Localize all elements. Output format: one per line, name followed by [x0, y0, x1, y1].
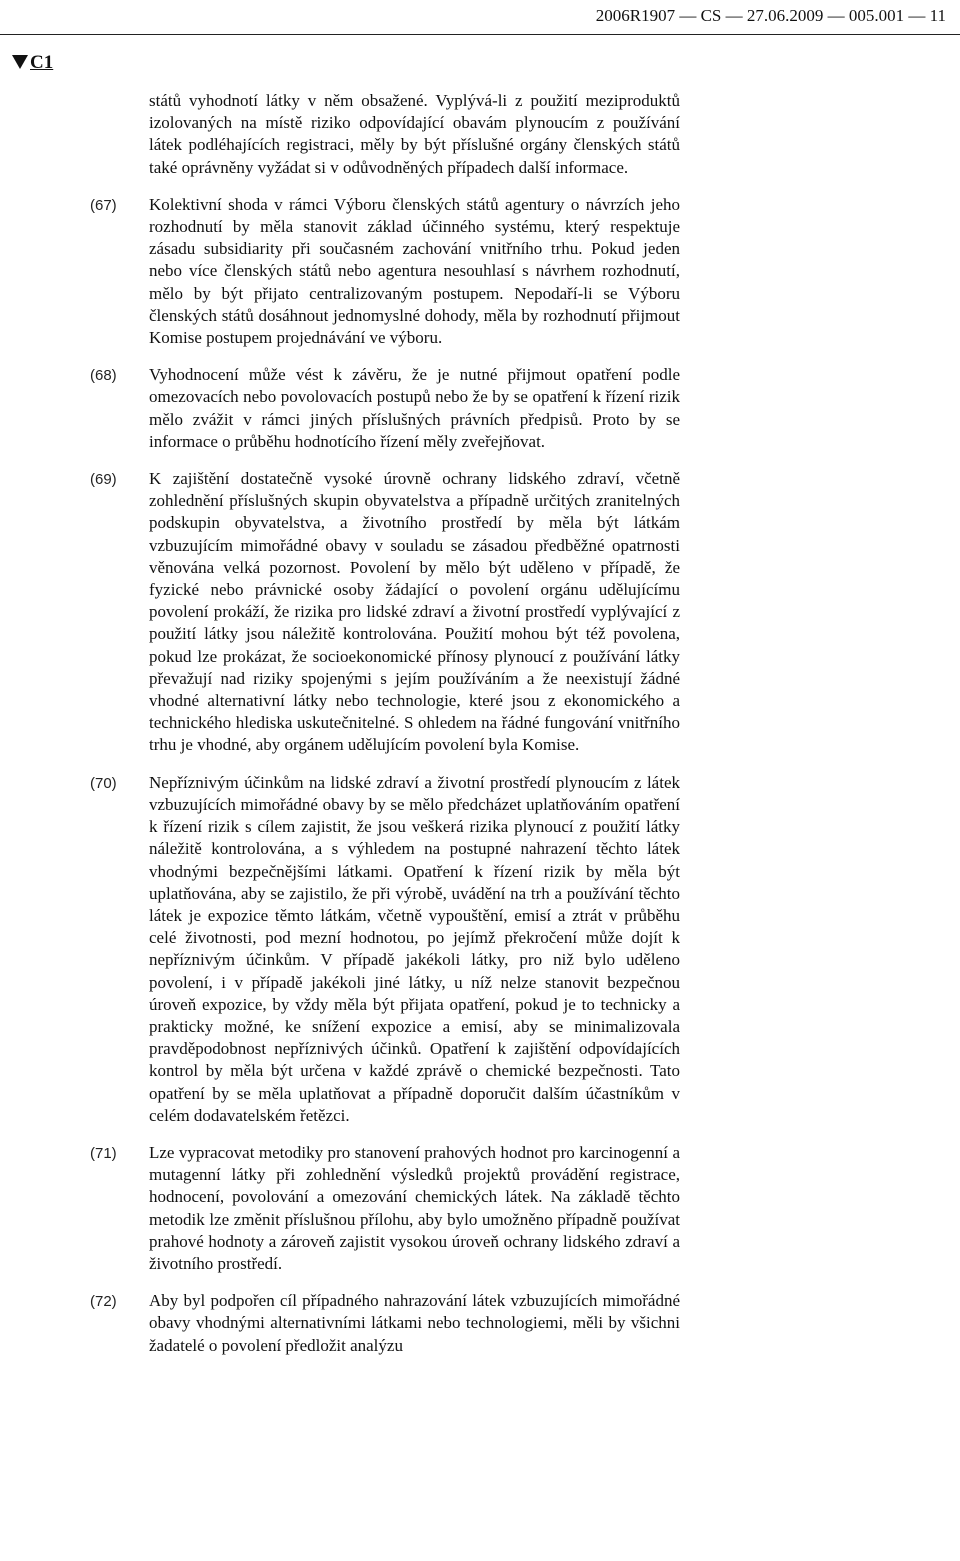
- document-body: [90, 90, 680, 1372]
- page-header: [0, 0, 960, 36]
- recital-text: Kolektivní shoda v rámci Výboru členských států agentury o návrzích jeho rozhodnutí by měla stanovit základ účinného systému, který respektuje zásadu subsidiarity při současném zachování vnitřního trhu. Pokud jeden nebo více členských států nebo agentura nesouhlasí s návrhem rozhodnutí, mělo by být přijato centralizovaným postupem. Nepodaří-li se Výboru členských států dosáhnout jednomyslné dohody, měla by rozhodnutí přijmout Komise postupem projednávání ve výboru.: [149, 194, 680, 348]
- amendment-marker-label: C1: [30, 52, 54, 73]
- recital-text: Vyhodnocení může vést k závěru, že je nutné přijmout opatření podle omezovacích nebo povolovacích postupů nebo že by se opatření k řízení rizik mělo zvážit v rámci jiných příslušných právních předpisů. Proto by se informace o průběhu hodnotícího řízení měly zveřejňovat.: [149, 365, 680, 451]
- document-reference: 2006R1907 — CS — 27.06.2009 — 005.001 — 11: [595, 6, 946, 25]
- recital-71: [90, 1142, 680, 1275]
- recital-text: K zajištění dostatečně vysoké úrovně ochrany lidského zdraví, včetně zohlednění příslušných skupin obyvatelstva a případně určitých zranitelných podskupin obyvatelstva, a životního prostředí by měla být látkám vzbuzujícím mimořádné obavy v souladu se zásadou předběžné opatrnosti věnována velká pozornost. Povolení by mělo být uděleno v případě, že fyzické nebo právnické osoby žádající o povolení orgánu udělujícímu povolení prokáží, že rizika pro lidské zdraví a životní prostředí vyplývající z použití látky jsou náležitě kontrolována. Použití mohou být též povolena, pokud lze prokázat, že socioekonomické přínosy plynoucí z používání látky převažují nad riziky spojenými s jejím používáním a že neexistují žádné vhodné alternativní látky nebo technologie, které jsou z ekonomického a technického hlediska uskutečnitelné. S ohledem na řádné fungování vnitřního trhu je vhodné, aby orgánem udělujícím povolení byla Komise.: [149, 469, 680, 755]
- triangle-down-icon: [12, 55, 28, 69]
- recital-72: [90, 1290, 680, 1357]
- recital-number: (70): [90, 774, 117, 792]
- recital-text: Nepříznivým účinkům na lidské zdraví a životní prostředí plynoucím z látek vzbuzujících mimořádné obavy by se mělo předcházet uplatňováním opatření k řízení rizik s cílem zajistit, že jsou veškerá rizika plynoucí z použití látky náležitě kontrolována, a s výhledem na postupné nahrazení těchto látek vhodnými bezpečnějšími látkami. Opatření k řízení rizik by měla být uplatňována, aby se zajistilo, že při výrobě, uvádění na trh a používání těchto látek je expozice těmto látkám, včetně vypouštění, emisí a ztrát v průběhu celé životnosti, pod mezní hodnotou, po jejímž překročení může dojít k nepříznivým účinkům. V případě jakékoli látky, pro niž bylo uděleno povolení, i v případě jakékoli jiné látky, u níž nelze stanovit bezpečnou úroveň expozice, by vždy měla být přijata opatření, pokud je to technicky a prakticky možné, ke snížení expozice a emisí, aby se minimalizovala pravděpodobnost nepříznivých účinků. Opatření k zajištění odpovídajících kontrol by měla být určena v každé zprávě o chemické bezpečnosti. Tato opatření by se měla uplatňovat a případně doporučit dalším účastníkům v celém dodavatelském řetězci.: [149, 772, 680, 1125]
- recital-number: (71): [90, 1144, 117, 1162]
- recital-70: [90, 772, 680, 1127]
- amendment-marker: [12, 52, 53, 74]
- recital-68: [90, 364, 680, 453]
- recital-number: (67): [90, 196, 117, 214]
- recital-number: (68): [90, 367, 117, 385]
- recital-69: [90, 468, 680, 757]
- recital-text: Aby byl podpořen cíl případného nahrazování látek vzbuzujících mimořádné obavy vhodnými alternativními látkami nebo technologiemi, měli by všichni žadatelé o povolení předložit analýzu: [149, 1291, 680, 1355]
- recital-text: Lze vypracovat metodiky pro stanovení prahových hodnot pro karcinogenní a mutagenní látky při zohlednění výsledků projektů provádění registrace, hodnocení, povolování a omezování chemických látek. Na základě těchto metodik lze změnit příslušnou přílohu, aby bylo umožněno případně používat prahové hodnoty a zároveň zajistit vysokou úroveň ochrany lidského zdraví a životního prostředí.: [149, 1142, 680, 1273]
- recital-67: [90, 194, 680, 349]
- recital-number: (72): [90, 1293, 117, 1311]
- header-rule: [0, 34, 960, 35]
- recital-number: (69): [90, 471, 117, 489]
- recital-continuation: států vyhodnotí látky v něm obsažené. Vyplývá-li z použití meziproduktů izolovaných na místě riziko odpovídající obavám plynoucím z používání látek podléhajících registraci, měly by být příslušné orgány členských států také oprávněny vyžádat si v odůvodněných případech další informace.: [149, 91, 680, 177]
